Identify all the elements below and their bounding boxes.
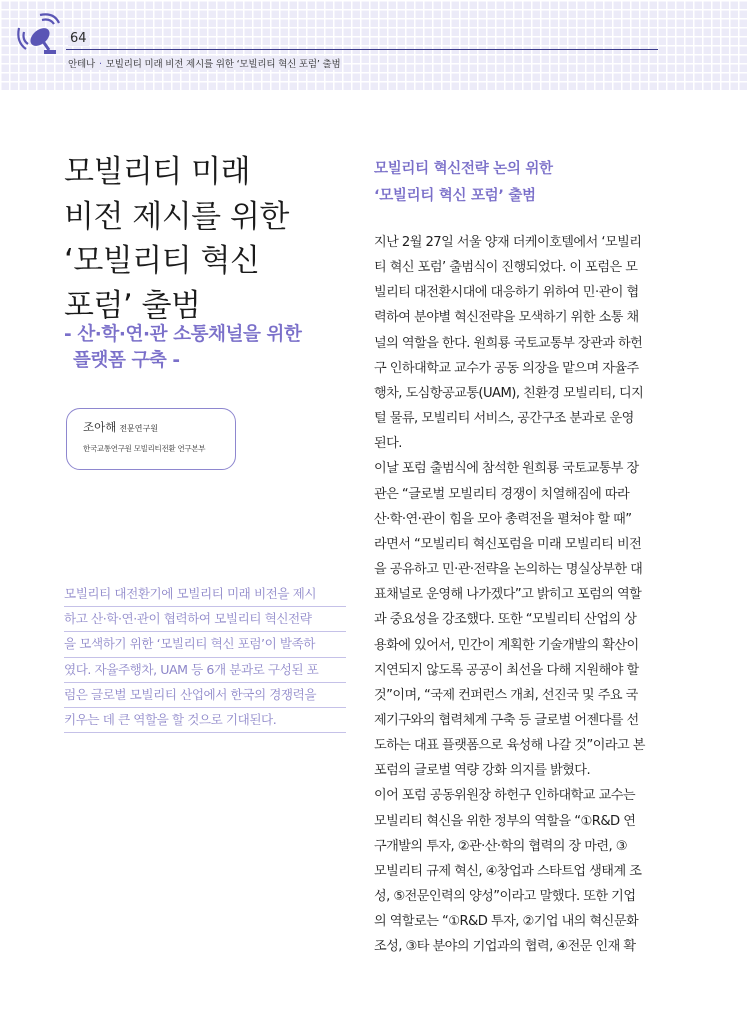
- subtitle-line: 플랫폼 구축 -: [73, 350, 180, 371]
- title-line: 모빌리티 미래: [64, 154, 251, 190]
- body-line: 행차, 도심항공교통(UAM), 친환경 모빌리티, 디지: [374, 385, 644, 401]
- separator-dot: ·: [98, 59, 102, 70]
- title-line: 비전 제시를 위한: [64, 198, 289, 235]
- body-line: 구개발의 투자, ②관·산·학의 협력의 장 마련, ③: [374, 838, 628, 854]
- body-line: 의 역할로는 “①R&D 투자, ②기업 내의 혁신문화: [374, 914, 639, 930]
- section-heading-line: ‘모빌리티 혁신 포럼’ 출범: [374, 188, 536, 204]
- body-line: 력하여 분야별 혁신전략을 모색하기 위한 소통 채: [374, 310, 639, 326]
- running-title: 모빌리티 미래 비전 제시를 위한 ‘모빌리티 혁신 포럼’ 출범: [105, 59, 341, 70]
- body-line: 조성, ③타 분야의 기업과의 협력, ④전문 인재 확: [374, 939, 636, 955]
- body-line: 모빌리티 규제 혁신, ④창업과 스타트업 생태계 조: [374, 863, 642, 879]
- body-line: 관은 “글로벌 모빌리티 경쟁이 치열해짐에 따라: [374, 486, 630, 502]
- body-line: 용화에 있어서, 민간이 계획한 기술개발의 확산이: [374, 637, 639, 653]
- body-line: 이날 포럼 출범식에 참석한 원희룡 국토교통부 장: [374, 461, 639, 477]
- section-name: 안테나: [68, 59, 95, 70]
- body-line: 을 공유하고 민·관·전략을 논의하는 명실상부한 대: [374, 562, 643, 578]
- body-line: 도하는 대표 플랫폼으로 육성해 나갈 것”이라고 본: [374, 738, 645, 754]
- summary-line: 하고 산·학·연·관이 협력하여 모빌리티 혁신전략: [64, 607, 346, 632]
- body-line: 널의 역할을 한다. 원희룡 국토교통부 장관과 하헌: [374, 335, 643, 351]
- body-line: 티 혁신 포럼’ 출범식이 진행되었다. 이 포럼은 모: [374, 260, 638, 276]
- author-name: 조아해: [83, 420, 117, 434]
- body-line: 표채널로 운영해 나가겠다”고 밝히고 포럼의 역할: [374, 587, 642, 603]
- subtitle-line: - 산·학·연·관 소통채널을 위한: [64, 324, 302, 345]
- body-line: 과 중요성을 강조했다. 또한 “모빌리티 산업의 상: [374, 612, 637, 628]
- body-line: 산·학·연·관이 힘을 모아 총력전을 펼쳐야 할 때”: [374, 511, 632, 527]
- body-line: 라면서 “모빌리티 혁신포럼을 미래 모빌리티 비전: [374, 536, 642, 552]
- summary-line: 였다. 자율주행차, UAM 등 6개 분과로 구성된 포: [64, 658, 346, 683]
- antenna-dish-icon: [14, 10, 64, 60]
- body-line: 된다.: [374, 436, 402, 452]
- summary-line: 키우는 데 큰 역할을 할 것으로 기대된다.: [64, 708, 346, 733]
- body-line: 것”이며, “국제 컨퍼런스 개최, 선진국 및 주요 국: [374, 687, 638, 703]
- section-heading-line: 모빌리티 혁신전략 논의 위한: [374, 161, 553, 177]
- body-line: 포럼의 글로벌 역량 강화 의지를 밝혔다.: [374, 763, 591, 779]
- author-box: [66, 408, 236, 470]
- article-subtitle: [64, 322, 364, 374]
- body-line: 제기구와의 협력체계 구축 등 글로벌 어젠다를 선: [374, 712, 639, 728]
- header-divider: [66, 49, 658, 50]
- article-summary: [64, 582, 346, 733]
- body-line: 구 인하대학교 교수가 공동 의장을 맡으며 자율주: [374, 360, 639, 376]
- body-line: 빌리티 대전환시대에 대응하기 위하여 민·관이 협: [374, 285, 639, 301]
- body-line: 털 물류, 모빌리티 서비스, 공간구조 분과로 운영: [374, 411, 634, 427]
- title-line: 포럼’ 출범: [64, 287, 201, 324]
- body-line: 이어 포럼 공동위원장 하헌구 인하대학교 교수는: [374, 788, 636, 804]
- summary-line: 럼은 글로벌 모빌리티 산업에서 한국의 경쟁력을: [64, 683, 346, 708]
- title-line: ‘모빌리티 혁신: [64, 243, 260, 279]
- article-title: [64, 150, 364, 328]
- body-line: 모빌리티 혁신을 위한 정부의 역할을 “①R&D 연: [374, 813, 636, 829]
- author-affiliation: 한국교통연구원 모빌리티전환 연구본부: [83, 444, 206, 453]
- summary-line: 을 모색하기 위한 ‘모빌리티 혁신 포럼’이 발족하: [64, 632, 346, 657]
- body-line: 지난 2월 27일 서울 양재 더케이호텔에서 ‘모빌리: [374, 235, 642, 250]
- body-line: 성, ⑤전문인력의 양성”이라고 말했다. 또한 기업: [374, 889, 636, 905]
- running-head: [66, 56, 342, 70]
- page-header: [0, 0, 748, 90]
- article-body: [374, 230, 658, 960]
- summary-line: 모빌리티 대전환기에 모빌리티 미래 비전을 제시: [64, 582, 346, 607]
- page-number: 64: [70, 31, 87, 46]
- author-role: 전문연구원: [119, 424, 158, 433]
- body-line: 지연되지 않도록 공공이 최선을 다해 지원해야 할: [374, 662, 639, 678]
- section-heading: [374, 156, 658, 210]
